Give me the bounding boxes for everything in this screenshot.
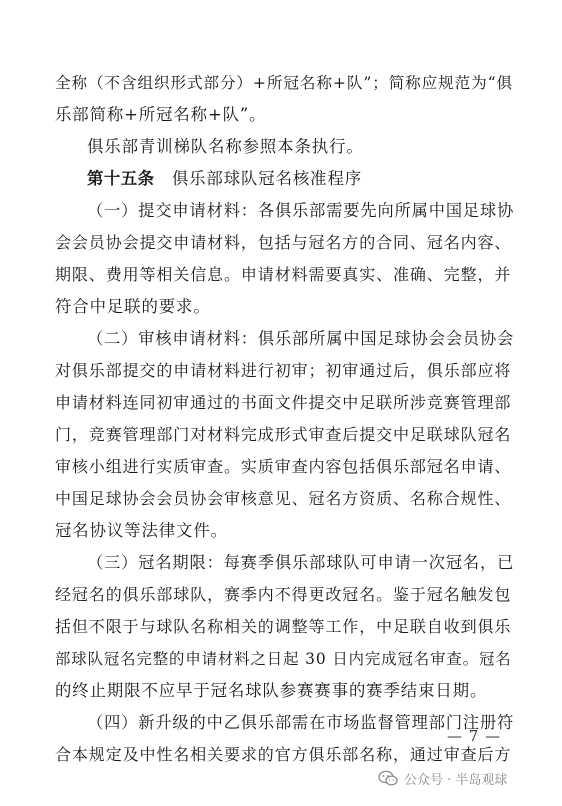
text-line-7: 期限、费用等相关信息。申请材料需要真实、准确、完整，并 (55, 265, 512, 284)
text-line-22: 合本规定及中性名相关要求的官方俱乐部名称，通过审查后方 (55, 745, 512, 764)
article-number: 第十五条 (87, 169, 155, 188)
text-line-2: 乐部简称+所冠名称+队”。 (55, 105, 267, 124)
text-line-10: 对俱乐部提交的申请材料进行初审；初审通过后，俱乐部应将 (55, 361, 512, 380)
wechat-icon (378, 770, 398, 787)
text-line-17: 经冠名的俱乐部球队，赛季内不得更改冠名。鉴于冠名触发包 (55, 585, 512, 604)
watermark-text: 公众号 · 半岛观球 (404, 772, 508, 788)
text-line-15: 冠名协议等法律文件。 (55, 521, 228, 540)
watermark (378, 768, 507, 788)
text-line-21: （四）新升级的中乙俱乐部需在市场监督管理部门注册符 (87, 713, 515, 732)
article-title: 俱乐部球队冠名核准程序 (154, 169, 363, 188)
text-line-3: 俱乐部青训梯队名称参照本条执行。 (87, 137, 364, 156)
text-line-14: 中国足球协会会员协会审核意见、冠名方资质、名称合规性、 (55, 489, 512, 508)
text-line-8: 符合中足联的要求。 (55, 297, 211, 316)
text-line-9: （二）审核申请材料：俱乐部所属中国足球协会会员协会 (87, 329, 515, 348)
text-line-16: （三）冠名期限：每赛季俱乐部球队可申请一次冠名，已 (87, 553, 515, 572)
text-line-20: 的终止期限不应早于冠名球队参赛赛事的赛季结束日期。 (55, 681, 488, 700)
text-line-12: 门，竞赛管理部门对材料完成形式审查后提交中足联球队冠名 (55, 425, 512, 444)
text-line-1: 全称（不含组织形式部分）+所冠名称+队”；简称应规范为“俱 (55, 74, 514, 92)
text-line-18: 括但不限于与球队名称相关的调整等工作，中足联自收到俱乐 (55, 617, 512, 636)
text-line-11: 申请材料连同初审通过的书面文件提交中足联所涉竞赛管理部 (55, 393, 512, 412)
text-line-19: 部球队冠名完整的申请材料之日起 30 日内完成冠名审查。冠名 (55, 650, 512, 668)
text-line-13: 审核小组进行实质审查。实质审查内容包括俱乐部冠名申请、 (55, 457, 512, 476)
text-line-6: 会会员协会提交申请材料，包括与冠名方的合同、冠名内容、 (55, 233, 512, 252)
text-line-5: （一）提交申请材料：各俱乐部需要先向所属中国足球协 (87, 201, 515, 220)
page-number: — 7 — (447, 727, 502, 745)
article-heading (87, 169, 515, 189)
